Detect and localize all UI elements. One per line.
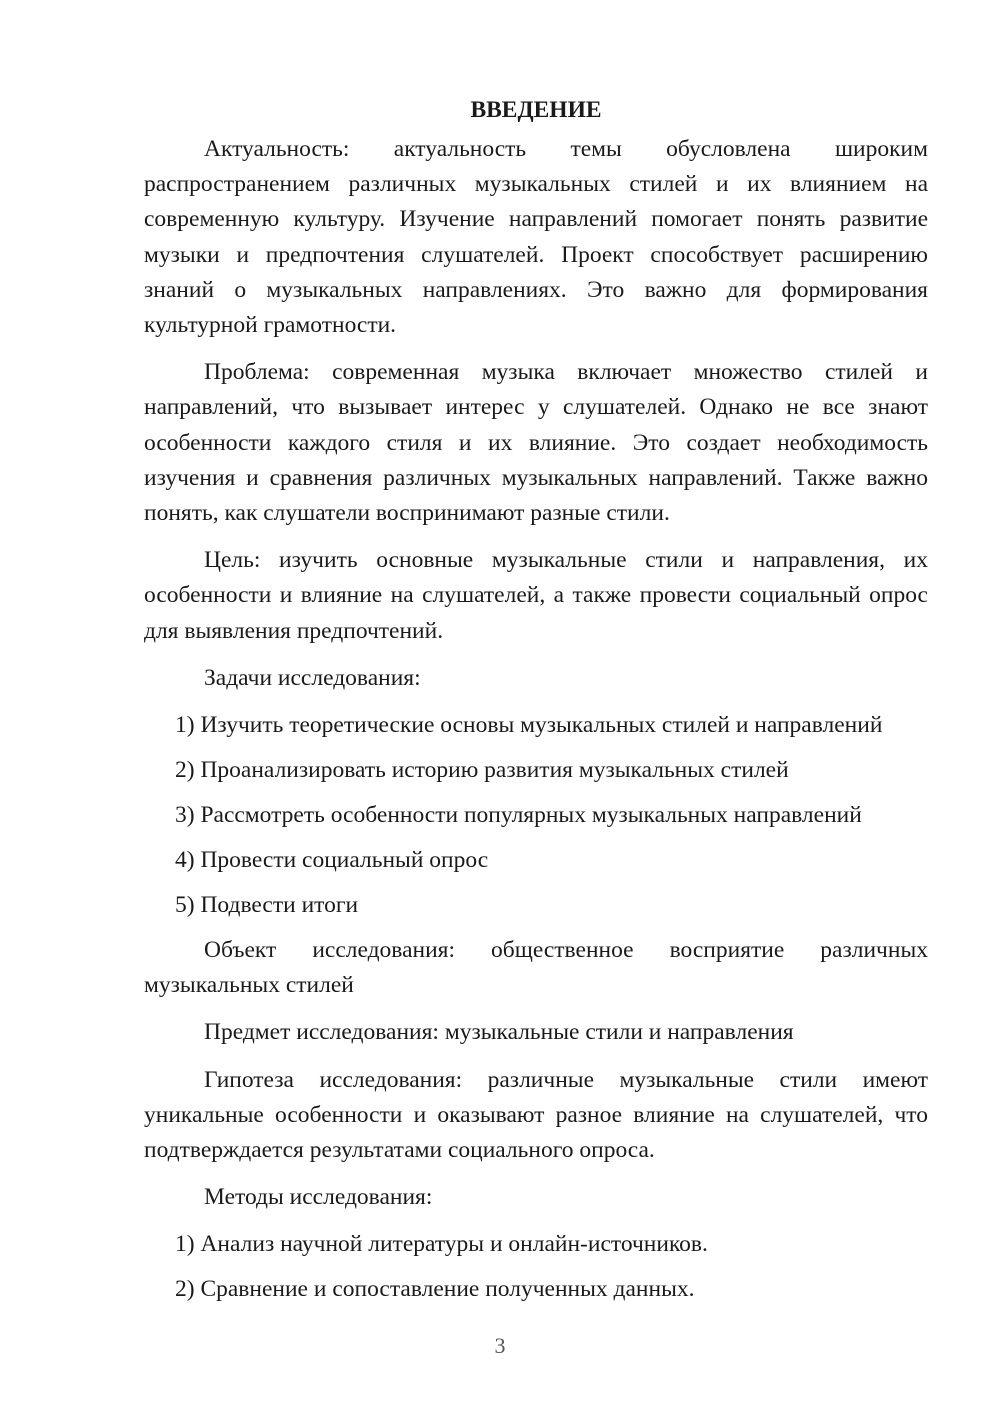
task-item-1: 1) Изучить теоретические основы музыкальных стилей и направлений [175,712,883,739]
task-item-5: 5) Подвести итоги [175,892,359,919]
object-paragraph: Объект исследования: общественное восприятие различных музыкальных стилей [144,937,928,999]
method-item-2: 2) Сравнение и сопоставление полученных данных. [175,1276,695,1303]
task-item-4: 4) Провести социальный опрос [175,847,489,874]
page-number: 3 [494,1333,506,1358]
section-title: ВВЕДЕНИЕ [470,97,602,123]
problem-paragraph: Проблема: современная музыка включает множество стилей и направлений, что вызывает интерес у слушателей. Однако не все знают особенности каждого стиля и их влияние. Это создает необходимость изучения и сравнения различных музыкальных направлений. Также важно понять, как слушатели воспринимают разные стили. [144,359,928,527]
task-item-2: 2) Проанализировать историю развития музыкальных стилей [175,757,789,784]
task-item-3: 3) Рассмотреть особенности популярных музыкальных направлений [175,802,862,829]
actuality-paragraph: Актуальность: актуальность темы обусловлена широким распространением различных музыкальных стилей и их влиянием на современную культуру. Изучение направлений помогает понять развитие музыки и предпочтения слушателей. Проект способствует расширению знаний о музыкальных направлениях. Это важно для формирования культурной грамотности. [144,136,928,339]
hypothesis-paragraph: Гипотеза исследования: различные музыкальные стили имеют уникальные особенности и оказывают разное влияние на слушателей, что подтверждается результатами социального опроса. [144,1066,928,1164]
subject-paragraph: Предмет исследования: музыкальные стили и направления [204,1019,794,1046]
method-item-1: 1) Анализ научной литературы и онлайн-источников. [175,1231,708,1258]
page-content [144,92,928,1317]
tasks-heading: Задачи исследования: [204,664,421,691]
methods-heading: Методы исследования: [204,1184,433,1211]
goal-paragraph: Цель: изучить основные музыкальные стили и направления, их особенности и влияние на слушателей, а также провести социальный опрос для выявления предпочтений. [144,547,928,644]
